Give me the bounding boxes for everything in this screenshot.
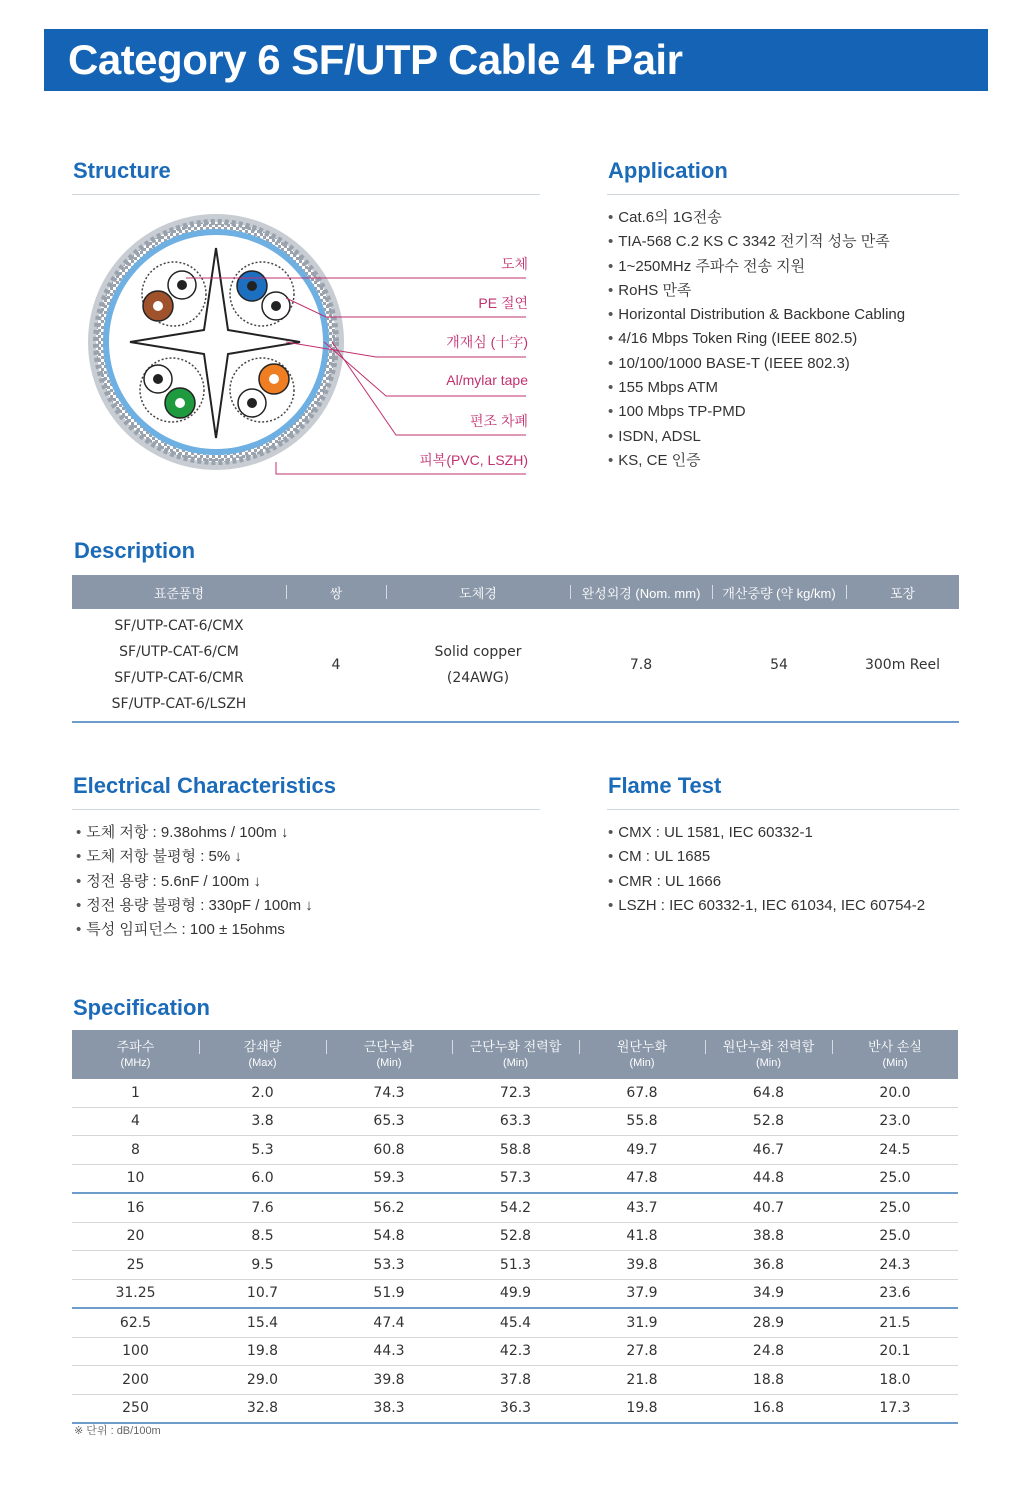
table-cell: 10.7	[199, 1279, 326, 1308]
table-cell: 29.0	[199, 1366, 326, 1395]
list-item: • 정전 용량 불평형 : 330pF / 100m ↓	[76, 894, 313, 918]
electrical-heading: Electrical Characteristics	[73, 773, 336, 798]
table-row	[72, 1394, 958, 1423]
table-cell: 200	[72, 1366, 199, 1395]
table-cell: 21.8	[579, 1366, 705, 1395]
table-cell: 63.3	[452, 1107, 579, 1136]
table-cell: 10	[72, 1164, 199, 1193]
table-cell: 41.8	[579, 1222, 705, 1251]
table-cell: 21.5	[832, 1308, 958, 1337]
list-item: • 특성 임피던스 : 100 ± 15ohms	[76, 918, 313, 942]
conductor-material: Solid copper	[434, 644, 522, 660]
table-cell: 31.25	[72, 1279, 199, 1308]
table-cell: 38.3	[326, 1394, 452, 1423]
conductor-gauge: (24AWG)	[446, 670, 510, 686]
table-cell: 100	[72, 1337, 199, 1366]
table-cell: 54.8	[326, 1222, 452, 1251]
table-cell: 54.2	[452, 1193, 579, 1222]
table-cell: 20.0	[832, 1079, 958, 1107]
table-row	[72, 1164, 958, 1193]
table-cell: 58.8	[452, 1136, 579, 1165]
table-cell: 250	[72, 1394, 199, 1423]
table-cell: 25	[72, 1251, 199, 1280]
table-cell: 44.3	[326, 1337, 452, 1366]
table-cell: 45.4	[452, 1308, 579, 1337]
col-header-psfext: 원단누화 전력합 (Min)	[705, 1030, 832, 1079]
table-cell: 37.9	[579, 1279, 705, 1308]
list-item: • RoHS 만족	[608, 279, 905, 303]
table-cell: 60.8	[326, 1136, 452, 1165]
table-cell: 67.8	[579, 1079, 705, 1107]
table-cell: 18.0	[832, 1366, 958, 1395]
table-row	[72, 1251, 958, 1280]
table-cell: 39.8	[579, 1251, 705, 1280]
list-item: • 100 Mbps TP-PMD	[608, 400, 905, 424]
table-header-row	[72, 1030, 958, 1079]
table-cell: 7.6	[199, 1193, 326, 1222]
model-name: SF/UTP-CAT-6/LSZH	[111, 696, 247, 712]
list-item: • 155 Mbps ATM	[608, 376, 905, 400]
table-cell: 47.8	[579, 1164, 705, 1193]
table-cell: 23.6	[832, 1279, 958, 1308]
table-cell: 24.8	[705, 1337, 832, 1366]
table-cell: 38.8	[705, 1222, 832, 1251]
flame-rule	[607, 809, 959, 810]
table-cell: 44.8	[705, 1164, 832, 1193]
table-cell: 19.8	[579, 1394, 705, 1423]
table-cell: 19.8	[199, 1337, 326, 1366]
table-cell: 62.5	[72, 1308, 199, 1337]
table-cell: 4	[72, 1107, 199, 1136]
description-heading: Description	[74, 538, 196, 563]
col-header: 개산중량 (약 kg/km)	[712, 575, 846, 609]
list-item: • 정전 용량 : 5.6nF / 100m ↓	[76, 870, 313, 894]
specification-table	[72, 1030, 958, 1424]
table-cell: 24.5	[832, 1136, 958, 1165]
table-cell: 3.8	[199, 1107, 326, 1136]
table-cell: 28.9	[705, 1308, 832, 1337]
table-cell: 52.8	[705, 1107, 832, 1136]
table-cell: 9.5	[199, 1251, 326, 1280]
list-item: • Horizontal Distribution & Backbone Cabling	[608, 303, 905, 327]
table-cell: 51.9	[326, 1279, 452, 1308]
table-cell: 1	[72, 1079, 199, 1107]
label-jacket: 피복(PVC, LSZH)	[419, 452, 528, 468]
list-item: • 1~250MHz 주파수 전송 지원	[608, 255, 905, 279]
table-cell: 39.8	[326, 1366, 452, 1395]
model-name: SF/UTP-CAT-6/CMR	[114, 670, 244, 686]
table-cell: 59.3	[326, 1164, 452, 1193]
label-pe-insulation: PE 절연	[478, 295, 528, 311]
table-cell: 55.8	[579, 1107, 705, 1136]
list-item: • CMX : UL 1581, IEC 60332-1	[608, 821, 925, 845]
list-item: • LSZH : IEC 60332-1, IEC 61034, IEC 60754-2	[608, 894, 925, 918]
model-names	[72, 609, 286, 722]
table-cell: 36.8	[705, 1251, 832, 1280]
table-cell: 6.0	[199, 1164, 326, 1193]
col-header-frequency: 주파수 (MHz)	[72, 1030, 199, 1079]
label-cross-filler: 개재심 (十字)	[446, 334, 528, 350]
col-header: 쌍	[286, 575, 386, 609]
model-name: SF/UTP-CAT-6/CM	[119, 644, 239, 660]
table-row	[72, 1279, 958, 1308]
table-cell: 20	[72, 1222, 199, 1251]
table-cell: 56.2	[326, 1193, 452, 1222]
list-item: • CM : UL 1685	[608, 845, 925, 869]
col-header: 포장	[846, 575, 959, 609]
table-cell: 23.0	[832, 1107, 958, 1136]
diameter-cell: 7.8	[570, 609, 712, 722]
label-conductor: 도체	[500, 256, 528, 272]
list-item: • CMR : UL 1666	[608, 870, 925, 894]
label-braid-shield: 편조 차폐	[470, 413, 528, 429]
unit-note: ※ 단위 : dB/100m	[74, 1425, 161, 1437]
description-table	[72, 575, 959, 723]
list-item: • 4/16 Mbps Token Ring (IEEE 802.5)	[608, 327, 905, 351]
table-cell: 64.8	[705, 1079, 832, 1107]
list-item: • 도체 저항 : 9.38ohms / 100m ↓	[76, 821, 313, 845]
table-cell: 8	[72, 1136, 199, 1165]
list-item: • KS, CE 인증	[608, 449, 905, 473]
table-row	[72, 609, 959, 722]
application-rule	[607, 194, 959, 195]
list-item: • 도체 저항 불평형 : 5% ↓	[76, 845, 313, 869]
table-cell: 43.7	[579, 1193, 705, 1222]
table-row	[72, 1366, 958, 1395]
col-header-next: 근단누화 (Min)	[326, 1030, 452, 1079]
table-cell: 37.8	[452, 1366, 579, 1395]
application-heading: Application	[608, 158, 728, 183]
table-cell: 2.0	[199, 1079, 326, 1107]
col-header-fext: 원단누화 (Min)	[579, 1030, 705, 1079]
table-header-row	[72, 575, 959, 609]
table-row	[72, 1107, 958, 1136]
table-cell: 25.0	[832, 1193, 958, 1222]
table-cell: 24.3	[832, 1251, 958, 1280]
table-cell: 17.3	[832, 1394, 958, 1423]
table-cell: 36.3	[452, 1394, 579, 1423]
label-foil-tape: Al/mylar tape	[446, 372, 528, 388]
col-header-attenuation: 감쇄량 (Max)	[199, 1030, 326, 1079]
list-item: • ISDN, ADSL	[608, 425, 905, 449]
table-cell: 52.8	[452, 1222, 579, 1251]
flame-list	[608, 821, 925, 918]
table-cell: 49.7	[579, 1136, 705, 1165]
title-banner	[44, 29, 988, 91]
table-cell: 31.9	[579, 1308, 705, 1337]
packing-cell: 300m Reel	[846, 609, 959, 722]
table-cell: 25.0	[832, 1222, 958, 1251]
table-cell: 57.3	[452, 1164, 579, 1193]
specification-heading: Specification	[73, 995, 210, 1020]
table-cell: 16	[72, 1193, 199, 1222]
col-header: 도체경	[386, 575, 570, 609]
table-cell: 34.9	[705, 1279, 832, 1308]
page-title: Category 6 SF/UTP Cable 4 Pair	[68, 36, 683, 83]
table-cell: 53.3	[326, 1251, 452, 1280]
table-cell: 16.8	[705, 1394, 832, 1423]
table-cell: 5.3	[199, 1136, 326, 1165]
table-row	[72, 1308, 958, 1337]
table-cell: 49.9	[452, 1279, 579, 1308]
table-row	[72, 1337, 958, 1366]
table-cell: 65.3	[326, 1107, 452, 1136]
table-cell: 46.7	[705, 1136, 832, 1165]
electrical-list	[76, 821, 313, 942]
structure-heading: Structure	[73, 158, 171, 183]
table-cell: 42.3	[452, 1337, 579, 1366]
table-row	[72, 1079, 958, 1107]
application-list	[608, 206, 905, 473]
col-header-return-loss: 반사 손실 (Min)	[832, 1030, 958, 1079]
table-cell: 15.4	[199, 1308, 326, 1337]
col-header-psnext: 근단누화 전력합 (Min)	[452, 1030, 579, 1079]
model-name: SF/UTP-CAT-6/CMX	[114, 618, 244, 634]
table-cell: 32.8	[199, 1394, 326, 1423]
list-item: • 10/100/1000 BASE-T (IEEE 802.3)	[608, 352, 905, 376]
table-cell: 8.5	[199, 1222, 326, 1251]
col-header: 표준품명	[72, 575, 286, 609]
table-cell: 47.4	[326, 1308, 452, 1337]
flame-heading: Flame Test	[608, 773, 722, 798]
table-cell: 51.3	[452, 1251, 579, 1280]
structure-rule	[72, 194, 540, 195]
table-row	[72, 1222, 958, 1251]
table-row	[72, 1136, 958, 1165]
conductor-cell	[386, 609, 570, 722]
list-item: • TIA-568 C.2 KS C 3342 전기적 성능 만족	[608, 230, 905, 254]
weight-cell: 54	[712, 609, 846, 722]
table-cell: 74.3	[326, 1079, 452, 1107]
table-cell: 40.7	[705, 1193, 832, 1222]
table-cell: 27.8	[579, 1337, 705, 1366]
table-cell: 25.0	[832, 1164, 958, 1193]
pairs-cell: 4	[286, 609, 386, 722]
table-cell: 18.8	[705, 1366, 832, 1395]
table-cell: 20.1	[832, 1337, 958, 1366]
col-header: 완성외경 (Nom. mm)	[570, 575, 712, 609]
cable-structure-diagram	[86, 212, 536, 482]
list-item: • Cat.6의 1G전송	[608, 206, 905, 230]
table-row	[72, 1193, 958, 1222]
electrical-rule	[72, 809, 540, 810]
table-cell: 72.3	[452, 1079, 579, 1107]
